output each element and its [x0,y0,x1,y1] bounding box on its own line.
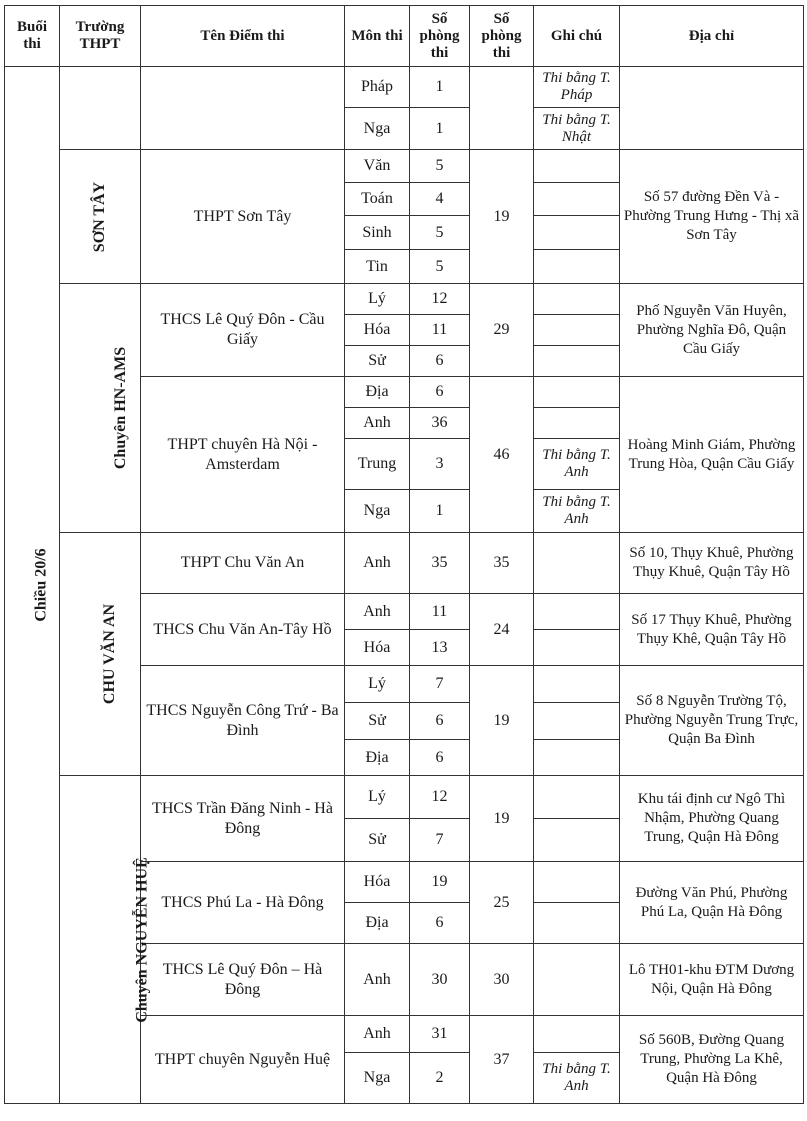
note-cell [534,183,620,216]
subject-cell: Lý [345,284,410,315]
note-cell [534,284,620,315]
subject-cell: Sử [345,346,410,377]
address-cell: Khu tái định cư Ngô Thì Nhậm, Phường Quang Trung, Quận Hà Đông [620,776,804,862]
header-note: Ghi chú [534,6,620,67]
school-cell-empty [60,67,141,150]
rooms-cell: 5 [410,150,470,183]
note-cell [534,703,620,740]
header-subject: Môn thi [345,6,410,67]
subject-cell: Anh [345,594,410,630]
subject-cell: Trung [345,439,410,490]
note-cell [534,150,620,183]
school-cell [60,150,141,284]
address-cell: Lô TH01-khu ĐTM Dương Nội, Quận Hà Đông [620,944,804,1016]
rooms-cell: 11 [410,315,470,346]
note-cell [534,377,620,408]
session-label: Chiều 20/6 [32,548,50,622]
address-cell: Số 10, Thụy Khuê, Phường Thụy Khuê, Quận Tây Hồ [620,533,804,594]
note-cell [534,315,620,346]
rooms-cell: 5 [410,216,470,250]
exam-venue-table [4,5,804,1104]
venue-cell: THPT Sơn Tây [141,150,345,284]
header-venue: Tên Điểm thi [141,6,345,67]
venue-cell-empty [141,67,345,150]
address-cell: Số 17 Thụy Khuê, Phường Thụy Khê, Quận Tây Hồ [620,594,804,666]
note-cell [534,862,620,903]
note-cell [534,776,620,819]
subject-cell: Sinh [345,216,410,250]
note-cell [534,216,620,250]
school-cell [60,284,141,533]
note-cell [534,630,620,666]
header-rooms: Số phòng thi [410,6,470,67]
venue-cell: THCS Chu Văn An-Tây Hồ [141,594,345,666]
address-cell-empty [620,67,804,150]
rooms-cell: 4 [410,183,470,216]
school-label: Chuyên HN-AMS [112,346,130,470]
note-cell [534,408,620,439]
school-cell [60,533,141,776]
rooms-cell: 12 [410,776,470,819]
header-school: Trường THPT [60,6,141,67]
rooms-cell: 1 [410,490,470,533]
total-cell: 29 [470,284,534,377]
note-cell: Thi bằng T. Nhật [534,108,620,150]
total-cell: 46 [470,377,534,533]
school-label: CHU VĂN AN [101,603,119,705]
header-row [5,6,804,67]
subject-cell: Tin [345,250,410,284]
subject-cell: Sử [345,819,410,862]
school-label: Chuyên NGUYỄN HUỆ [133,856,151,1023]
address-cell: Đường Văn Phú, Phường Phú La, Quận Hà Đông [620,862,804,944]
subject-cell: Sử [345,703,410,740]
total-cell: 19 [470,150,534,284]
table-row [5,150,804,183]
rooms-cell: 7 [410,819,470,862]
venue-cell: THCS Trần Đăng Ninh - Hà Đông [141,776,345,862]
header-session: Buổi thi [5,6,60,67]
note-cell [534,666,620,703]
rooms-cell: 6 [410,346,470,377]
venue-cell: THPT Chu Văn An [141,533,345,594]
address-cell: Phố Nguyễn Văn Huyên, Phường Nghĩa Đô, Quận Cầu Giấy [620,284,804,377]
subject-cell: Pháp [345,67,410,108]
venue-cell: THCS Nguyễn Công Trứ - Ba Đình [141,666,345,776]
subject-cell: Anh [345,408,410,439]
note-cell [534,1016,620,1053]
address-cell: Số 560B, Đường Quang Trung, Phường La Khê, Quận Hà Đông [620,1016,804,1104]
school-label: SƠN TÂY [90,181,108,252]
venue-cell: THPT chuyên Nguyễn Huệ [141,1016,345,1104]
address-cell: Số 8 Nguyễn Trường Tộ, Phường Nguyễn Trung Trực, Quận Ba Đình [620,666,804,776]
rooms-cell: 12 [410,284,470,315]
rooms-cell: 6 [410,703,470,740]
address-cell: Số 57 đường Đền Và - Phường Trung Hưng - Thị xã Sơn Tây [620,150,804,284]
rooms-cell: 5 [410,250,470,284]
rooms-cell: 19 [410,862,470,903]
rooms-cell: 11 [410,594,470,630]
subject-cell: Lý [345,776,410,819]
note-cell [534,944,620,1016]
rooms-cell: 31 [410,1016,470,1053]
subject-cell: Địa [345,903,410,944]
note-cell [534,533,620,594]
total-cell: 19 [470,776,534,862]
rooms-cell: 1 [410,108,470,150]
total-cell: 37 [470,1016,534,1104]
rooms-cell: 6 [410,903,470,944]
total-cell: 19 [470,666,534,776]
total-cell: 25 [470,862,534,944]
subject-cell: Nga [345,490,410,533]
subject-cell: Hóa [345,315,410,346]
table-row [5,533,804,594]
venue-cell: THCS Phú La - Hà Đông [141,862,345,944]
subject-cell: Lý [345,666,410,703]
address-cell: Hoàng Minh Giám, Phường Trung Hòa, Quận Cầu Giấy [620,377,804,533]
subject-cell: Hóa [345,630,410,666]
rooms-cell: 3 [410,439,470,490]
note-cell [534,594,620,630]
note-cell [534,346,620,377]
venue-cell: THPT chuyên Hà Nội - Amsterdam [141,377,345,533]
rooms-cell: 6 [410,377,470,408]
subject-cell: Nga [345,108,410,150]
note-cell [534,250,620,284]
rooms-cell: 30 [410,944,470,1016]
note-cell: Thi bằng T. Anh [534,439,620,490]
rooms-cell: 7 [410,666,470,703]
note-cell [534,740,620,776]
rooms-cell: 13 [410,630,470,666]
rooms-cell: 35 [410,533,470,594]
subject-cell: Anh [345,944,410,1016]
table-row [5,67,804,108]
header-total-rooms: Số phòng thi [470,6,534,67]
subject-cell: Toán [345,183,410,216]
total-cell: 30 [470,944,534,1016]
rooms-cell: 1 [410,67,470,108]
note-cell: Thi bằng T. Pháp [534,67,620,108]
subject-cell: Địa [345,740,410,776]
school-cell [60,776,151,1104]
total-cell: 35 [470,533,534,594]
note-cell: Thi bằng T. Anh [534,1053,620,1104]
total-cell: 24 [470,594,534,666]
subject-cell: Địa [345,377,410,408]
table-row [5,284,804,315]
subject-cell: Nga [345,1053,410,1104]
note-cell: Thi bằng T. Anh [534,490,620,533]
header-address: Địa chỉ [620,6,804,67]
note-cell [534,903,620,944]
subject-cell: Anh [345,533,410,594]
venue-cell: THCS Lê Quý Đôn - Cầu Giấy [141,284,345,377]
total-cell-empty [470,67,534,150]
venue-cell: THCS Lê Quý Đôn – Hà Đông [141,944,345,1016]
rooms-cell: 36 [410,408,470,439]
subject-cell: Hóa [345,862,410,903]
note-cell [534,819,620,862]
rooms-cell: 6 [410,740,470,776]
session-cell [5,67,60,1104]
subject-cell: Anh [345,1016,410,1053]
table-row [5,776,804,819]
rooms-cell: 2 [410,1053,470,1104]
subject-cell: Văn [345,150,410,183]
